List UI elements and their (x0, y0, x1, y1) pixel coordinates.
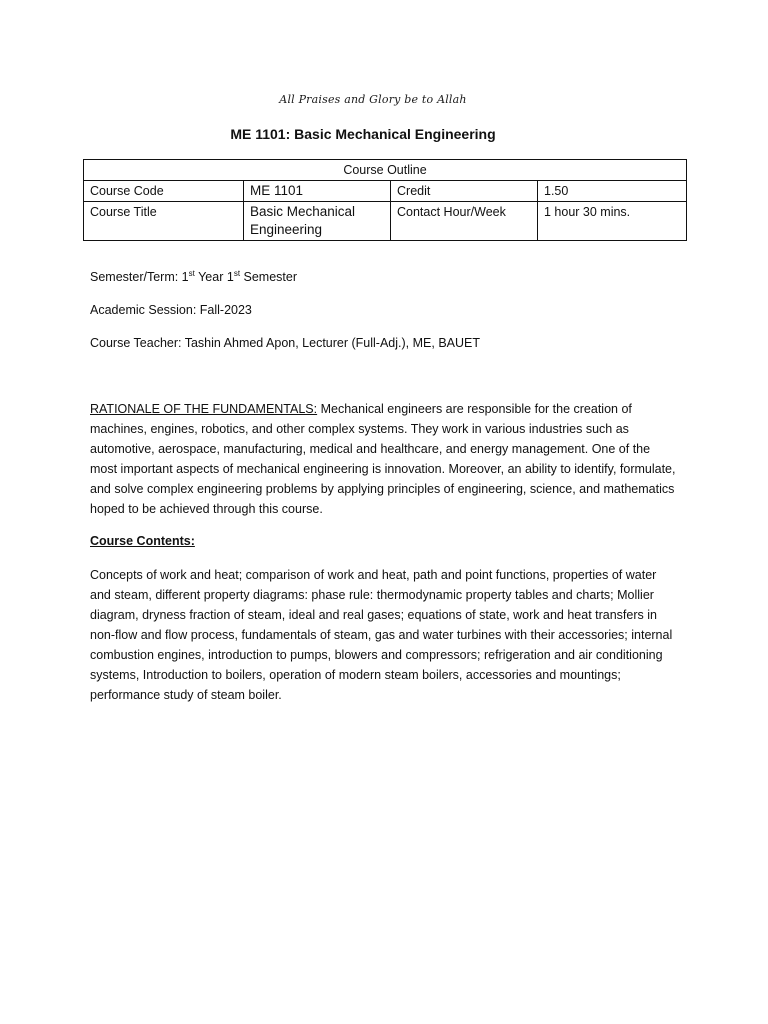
course-title-heading: ME 1101: Basic Mechanical Engineering (230, 126, 496, 142)
table-cell: ME 1101 (244, 181, 391, 202)
table-cell: 1.50 (538, 181, 687, 202)
course-contents-paragraph: Concepts of work and heat; comparison of work and heat, path and point functions, properties of water and steam, different property diagrams: phase rule: thermodynamic property tables and charts; Mollier diagram, dryness fraction of steam, ideal and real gases; equations of state, work and heat transfers in non-flow and flow process, fundamentals of steam, gas and water turbines with their accessories; internal combustion engines, introduction to pumps, blowers and compressors; refrigeration and air conditioning systems, Introduction to boilers, operation of modern steam boilers, accessories and mountings; performance study of steam boiler. (90, 568, 673, 702)
table-cell: 1 hour 30 mins. (538, 202, 687, 241)
table-cell: Course Code (84, 181, 244, 202)
table-caption-row (84, 160, 687, 181)
course-outline-table (83, 159, 687, 241)
table-row (84, 181, 687, 202)
ordinal-suffix: st (233, 269, 241, 278)
rationale-paragraph (90, 399, 680, 519)
academic-session: Academic Session: Fall-2023 (90, 303, 252, 317)
invocation-line: All Praises and Glory be to Allah (279, 93, 467, 106)
semester-mid: Year 1 (194, 270, 234, 284)
table-cell: Credit (391, 181, 538, 202)
table-cell: Course Title (84, 202, 244, 241)
table-cell: Contact Hour/Week (391, 202, 538, 241)
semester-label: Semester/Term: 1 (90, 270, 189, 284)
semester-end: Semester (240, 270, 298, 284)
course-contents-heading: Course Contents: (90, 534, 195, 548)
table-cell: Basic Mechanical Engineering (244, 202, 391, 241)
rationale-text: Mechanical engineers are responsible for the creation of machines, engines, robotics, and other complex systems. They work in various industries such as automotive, aerospace, manufacturing, medical and healthcare, and energy management. One of the most important aspects of mechanical engineering is innovation. Moreover, an ability to identify, formulate, and solve complex engineering problems by applying principles of engineering, science, and mathematics hoped to be achieved through this course. (90, 402, 676, 516)
course-teacher: Course Teacher: Tashin Ahmed Apon, Lecturer (Full-Adj.), ME, BAUET (90, 336, 480, 350)
rationale-heading: RATIONALE OF THE FUNDAMENTALS: (90, 402, 318, 416)
table-caption: Course Outline (84, 160, 687, 181)
table-row (84, 202, 687, 241)
semester-line (90, 270, 297, 284)
ordinal-suffix: st (188, 269, 195, 278)
